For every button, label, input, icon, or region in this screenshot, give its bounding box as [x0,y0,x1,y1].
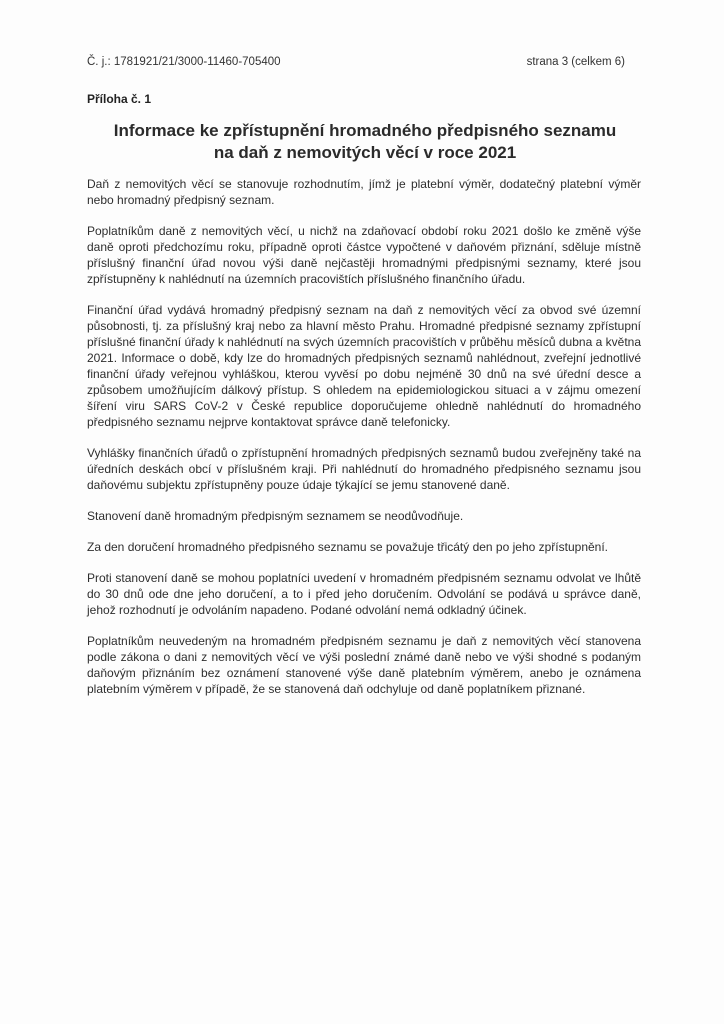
document-body [87,176,641,712]
paragraph: Poplatníkům neuvedeným na hromadném předpisném seznamu je daň z nemovitých věcí stanovena podle zákona o dani z nemovitých věcí ve výši poslední známé daně nebo ve výši shodné s podaným daňovým přiznáním bez oznámení stanovené výše daně platebním výměrem, anebo je oznámena platebním výměrem v případě, že se stanovená daň odchyluje od daně poplatníkem přiznané. [87,634,641,696]
reference-number: Č. j.: 1781921/21/3000-11460-705400 [87,56,281,68]
paragraph: Poplatníkům daně z nemovitých věcí, u nichž na zdaňovací období roku 2021 došlo ke změně výše daně oproti předchozímu roku, případně oproti částce vypočtené v daňovém přiznání, sděluje místně příslušný finanční úřad novou výši daně nejčastěji hromadnými předpisnými seznamy, které jsou zpřístupněny k nahlédnutí na územních pracovištích příslušného finančního úřadu. [87,224,641,286]
title-line-2: na daň z nemovitých věcí v roce 2021 [213,143,517,162]
paragraph: Proti stanovení daně se mohou poplatníci uvedení v hromadném předpisném seznamu odvolat ve lhůtě do 30 dnů ode dne jeho doručení, a to i před jeho doručením. Odvolání se podává u správce daně, jehož rozhodnutí je odvoláním napadeno. Podané odvolání nemá odkladný účinek. [87,571,641,617]
paragraph: Za den doručení hromadného předpisného seznamu se považuje třicátý den po jeho zpřístupnění. [87,540,609,554]
page-number: strana 3 (celkem 6) [526,56,625,68]
paragraph: Finanční úřad vydává hromadný předpisný seznam na daň z nemovitých věcí za obvod své územní působnosti, tj. za příslušný kraj nebo za hlavní město Prahu. Hromadné předpisné seznamy zpřístupní příslušné finanční úřady k nahlédnutí na svých územních pracovištích v průběhu měsíců dubna a května 2021. Informace o době, kdy lze do hromadných předpisných seznamů nahlédnout, zveřejní jednotlivé finanční úřady veřejnou vyhláškou, kterou vyvěsí po dobu nejméně 30 dnů na své úřední desce a způsobem umožňujícím dálkový přístup. S ohledem na epidemiologickou situaci a v zájmu omezení šíření viru SARS CoV-2 v České republice doporučujeme ohledně nahlédnutí do hromadného předpisného seznamu nejprve kontaktovat správce daně telefonicky. [87,303,641,429]
attachment-label: Příloha č. 1 [87,92,152,106]
title-line-1: Informace ke zpřístupnění hromadného předpisného seznamu [113,121,617,140]
document-title [80,120,650,164]
paragraph: Vyhlášky finančních úřadů o zpřístupnění hromadných předpisných seznamů budou zveřejněny také na úředních deskách obcí v příslušném kraji. Při nahlédnutí do hromadného předpisného seznamu jsou daňovému subjektu zpřístupněny pouze údaje týkající se jemu stanovené daně. [87,446,641,492]
paragraph: Daň z nemovitých věcí se stanovuje rozhodnutím, jímž je platební výměr, dodatečný platební výměr nebo hromadný předpisný seznam. [87,177,641,207]
page-header [87,56,625,68]
paragraph: Stanovení daně hromadným předpisným seznamem se neodůvodňuje. [87,509,464,523]
